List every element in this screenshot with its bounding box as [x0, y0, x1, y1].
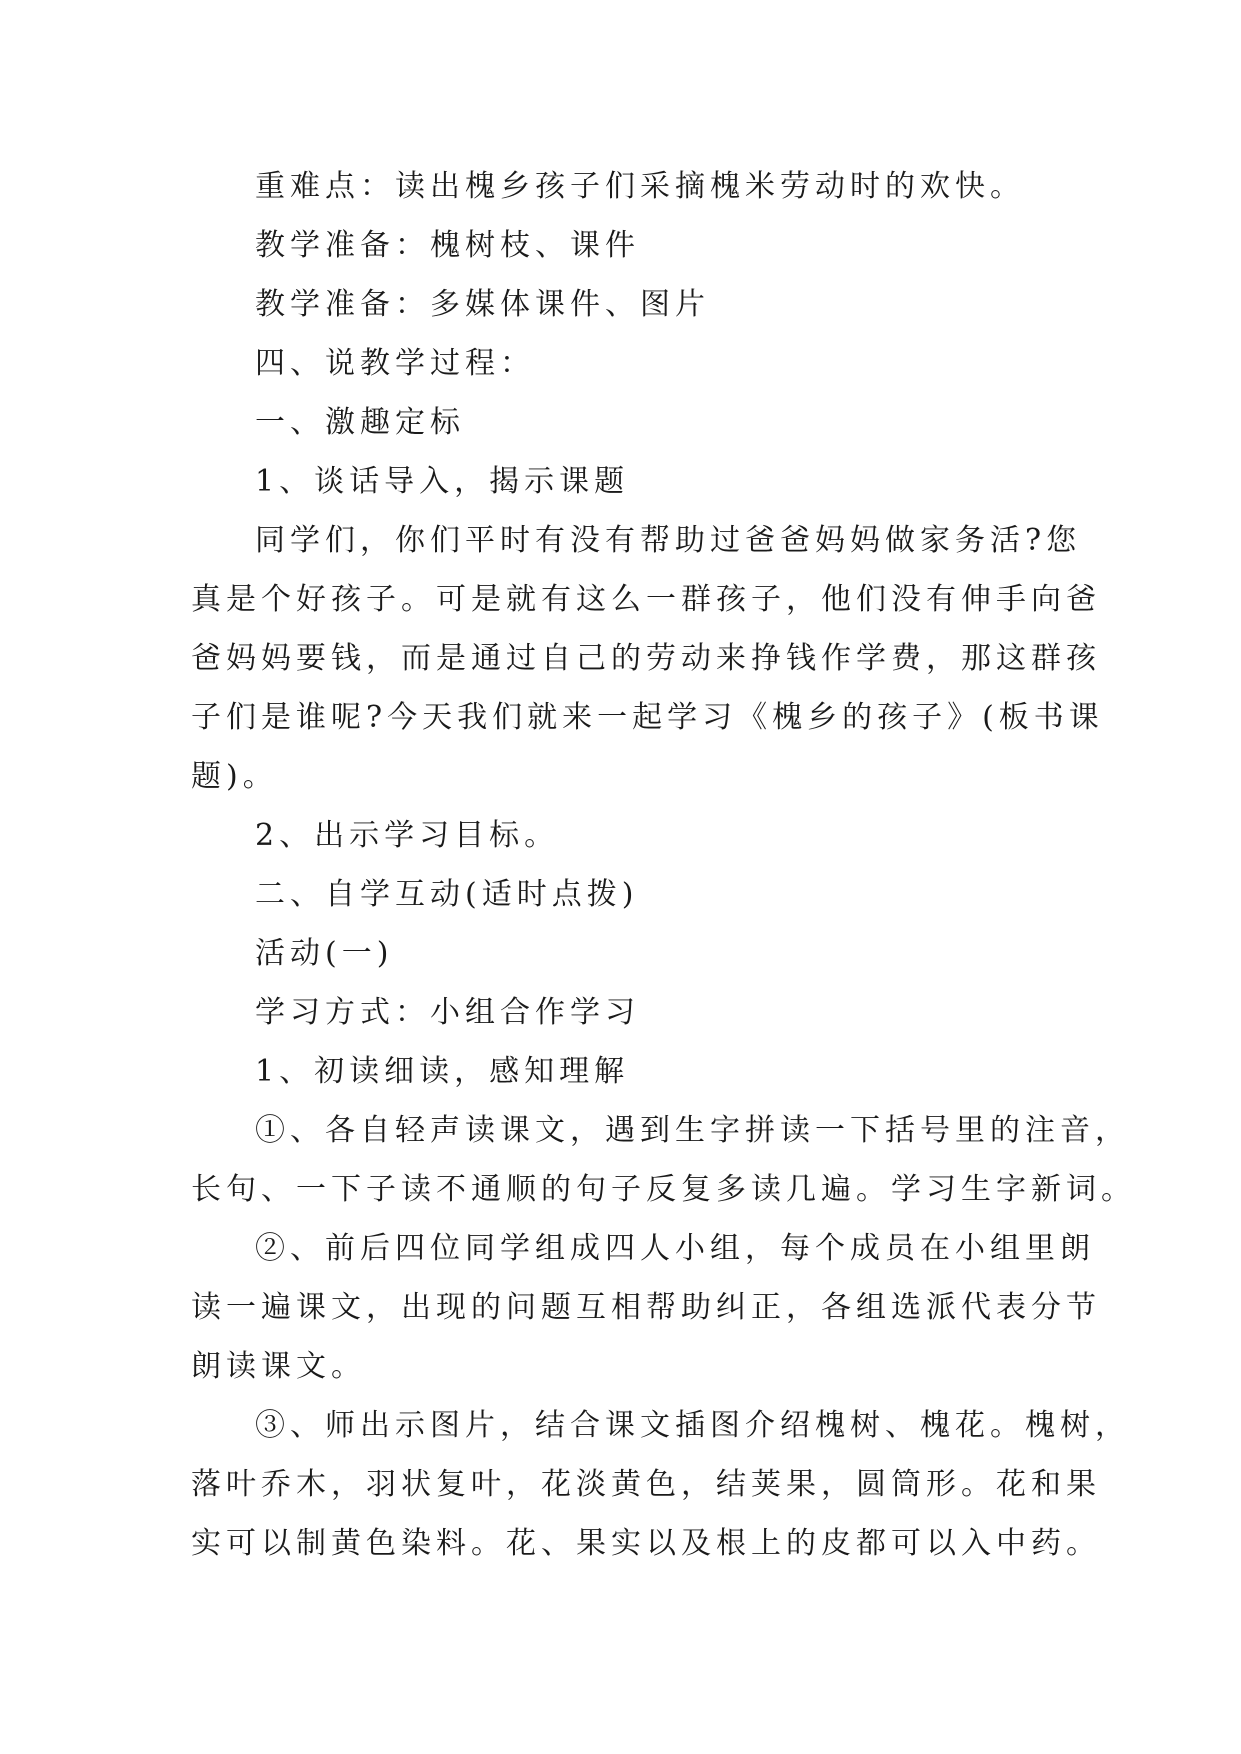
paragraph-line: 实可以制黄色染料。花、果实以及根上的皮都可以入中药。 [191, 1526, 1101, 1561]
paragraph-line: 同学们，你们平时有没有帮助过爸爸妈妈做家务活?您 [255, 523, 1082, 558]
section-heading: 四、说教学过程： [255, 346, 535, 381]
document-body [191, 157, 1136, 1573]
paragraph-line: 朗读课文。 [191, 1349, 366, 1384]
paragraph-line: ①、各自轻声读课文，遇到生字拼读一下括号里的注音， [255, 1113, 1130, 1148]
subsection-heading: 2、出示学习目标。 [255, 818, 560, 853]
paragraph-line: 子们是谁呢?今天我们就来一起学习《槐乡的孩子》(板书课 [191, 700, 1104, 735]
paragraph-line: 教学准备：多媒体课件、图片 [255, 287, 710, 322]
paragraph-line: 读一遍课文，出现的问题互相帮助纠正，各组选派代表分节 [191, 1290, 1101, 1325]
paragraph-line: 爸妈妈要钱，而是通过自己的劳动来挣钱作学费，那这群孩 [191, 641, 1101, 676]
paragraph-line: 落叶乔木，羽状复叶，花淡黄色，结荚果，圆筒形。花和果 [191, 1467, 1101, 1502]
paragraph-line: 题)。 [191, 759, 278, 794]
section-heading: 二、自学互动(适时点拨) [255, 877, 639, 912]
section-heading: 一、激趣定标 [255, 405, 465, 440]
paragraph-line: ②、前后四位同学组成四人小组，每个成员在小组里朗 [255, 1231, 1095, 1266]
paragraph-line: ③、师出示图片，结合课文插图介绍槐树、槐花。槐树， [255, 1408, 1130, 1443]
paragraph-line: 长句、一下子读不通顺的句子反复多读几遍。学习生字新词。 [191, 1172, 1136, 1207]
paragraph-line: 真是个好孩子。可是就有这么一群孩子，他们没有伸手向爸 [191, 582, 1101, 617]
paragraph-line: 教学准备：槐树枝、课件 [255, 228, 640, 263]
paragraph-line: 活动(一) [255, 936, 394, 971]
subsection-heading: 1、初读细读，感知理解 [255, 1054, 630, 1089]
paragraph-line: 重难点：读出槐乡孩子们采摘槐米劳动时的欢快。 [255, 169, 1025, 204]
paragraph-line: 学习方式：小组合作学习 [255, 995, 640, 1030]
subsection-heading: 1、谈话导入，揭示课题 [255, 464, 630, 499]
